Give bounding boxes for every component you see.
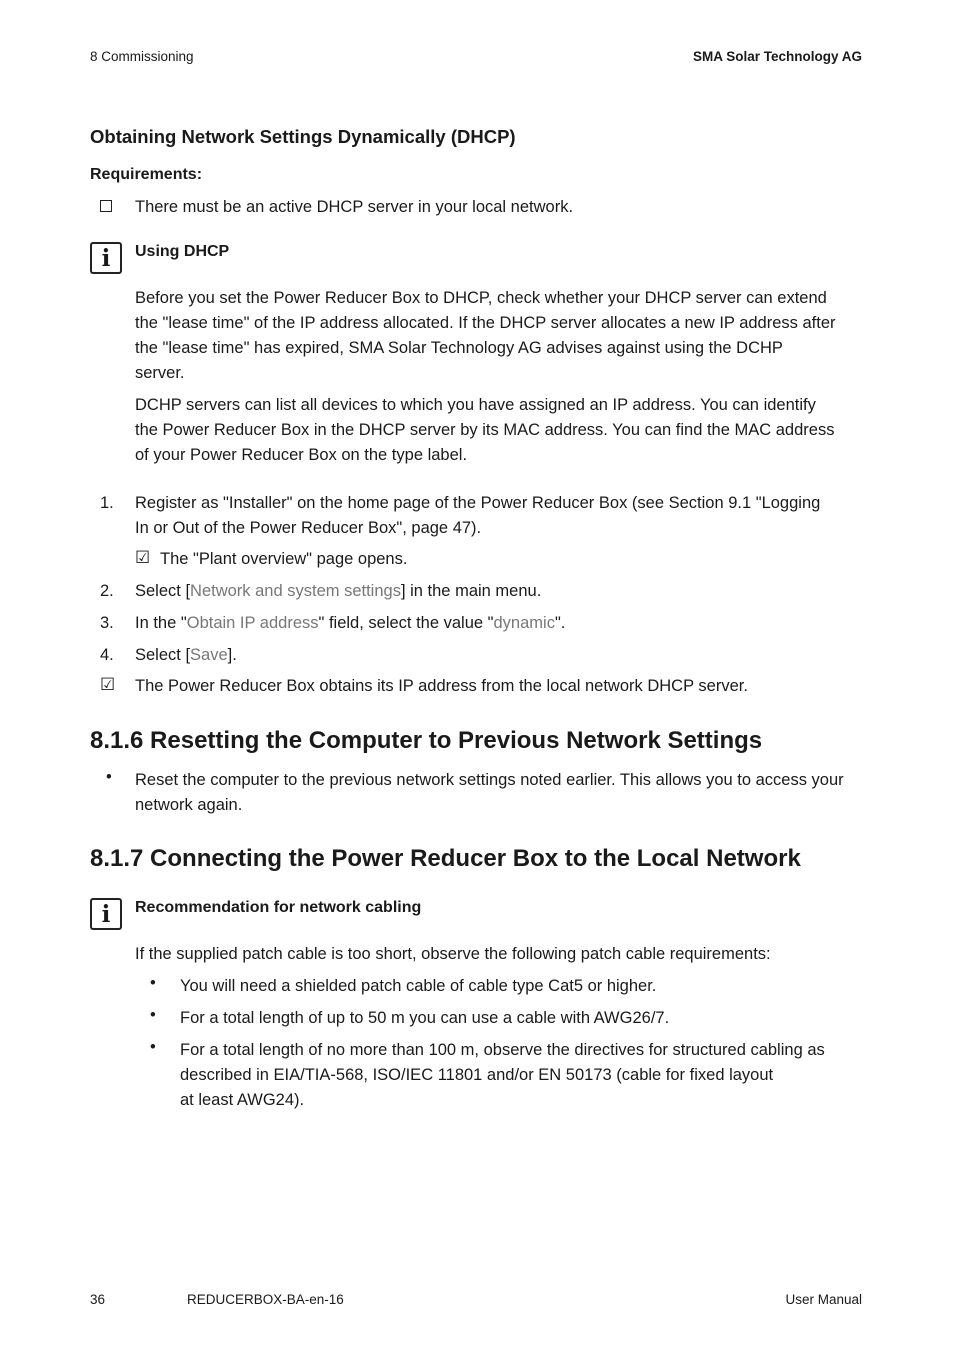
ui-save: Save [190,646,228,664]
bullet-icon: • [106,768,112,786]
info-paragraph-2: DCHP servers can list all devices to which you have assigned an IP address. You can identify the Power Reducer Box in the DHCP server by its MAC address. You can find the MAC address of your Power Reducer Box on the type label. [135,396,835,464]
info-icon: i [90,242,122,274]
requirements-label: Requirements: [90,166,203,183]
step-1-text: Register as "Installer" on the home page of the Power Reducer Box (see Section 9.1 "Logging In or Out of the Power Reducer Box", page 47). [135,494,821,537]
step-3-number: 3. [100,614,114,632]
info-title-dhcp: Using DHCP [135,243,230,260]
info-title-cabling: Recommendation for network cabling [135,899,422,916]
info-icon: i [90,898,122,930]
cabling-bullet-3: For a total length of no more than 100 m, observe the directives for structured cabling as described in EIA/TIA-568, ISO/IEC 11801 and/or EN 50173 (cable for fixed layout at least AWG24). [180,1041,825,1109]
step-2-number: 2. [100,582,114,600]
step-1-number: 1. [100,494,114,512]
cabling-intro: If the supplied patch cable is too short, observe the following patch cable requirements: [135,945,771,963]
cabling-bullet-1: You will need a shielded patch cable of cable type Cat5 or higher. [180,977,657,995]
requirement-text: There must be an active DHCP server in your local network. [135,198,574,216]
dhcp-title: Obtaining Network Settings Dynamically (DHCP) [90,126,516,147]
header-section: 8 Commissioning [90,49,194,64]
result-check-icon: ☑ [135,548,151,567]
step-4-text: Select [Save]. [135,646,237,664]
bullet-icon: • [150,1038,156,1056]
ui-obtain-ip-address: Obtain IP address [186,614,319,632]
step-2-text: Select [Network and system settings] in the main menu. [135,582,542,600]
ui-network-and-system-settings: Network and system settings [190,582,401,600]
header-company: SMA Solar Technology AG [692,49,862,64]
checkbox-icon [100,200,112,212]
section-8-1-7-title: 8.1.7 Connecting the Power Reducer Box to the Local Network [90,845,801,872]
final-result: The Power Reducer Box obtains its IP address from the local network DHCP server. [135,677,748,695]
step-3-text: In the "Obtain IP address" field, select the value "dynamic". [135,614,566,632]
final-check-icon: ☑ [100,675,116,694]
section-8-1-6-text: Reset the computer to the previous network settings noted earlier. This allows you to access your network again. [135,771,844,814]
footer-doc-id: REDUCERBOX-BA-en-16 [187,1292,344,1307]
bullet-icon: • [150,974,156,992]
bullet-icon: • [150,1006,156,1024]
step-1-result: The "Plant overview" page opens. [160,550,408,568]
step-4-number: 4. [100,646,114,664]
info-paragraph-1: Before you set the Power Reducer Box to DHCP, check whether your DHCP server can extend the "lease time" of the IP address allocated. If the DHCP server allocates a new IP address after the "lease time" has expired, SMA Solar Technology AG advises against using the DCHP server. [135,289,836,382]
footer-doc-type: User Manual [785,1292,862,1307]
ui-dynamic: dynamic [493,614,555,632]
cabling-bullet-2: For a total length of up to 50 m you can use a cable with AWG26/7. [180,1009,670,1027]
section-8-1-6-title: 8.1.6 Resetting the Computer to Previous Network Settings [90,727,763,754]
footer-page-number: 36 [90,1292,106,1307]
